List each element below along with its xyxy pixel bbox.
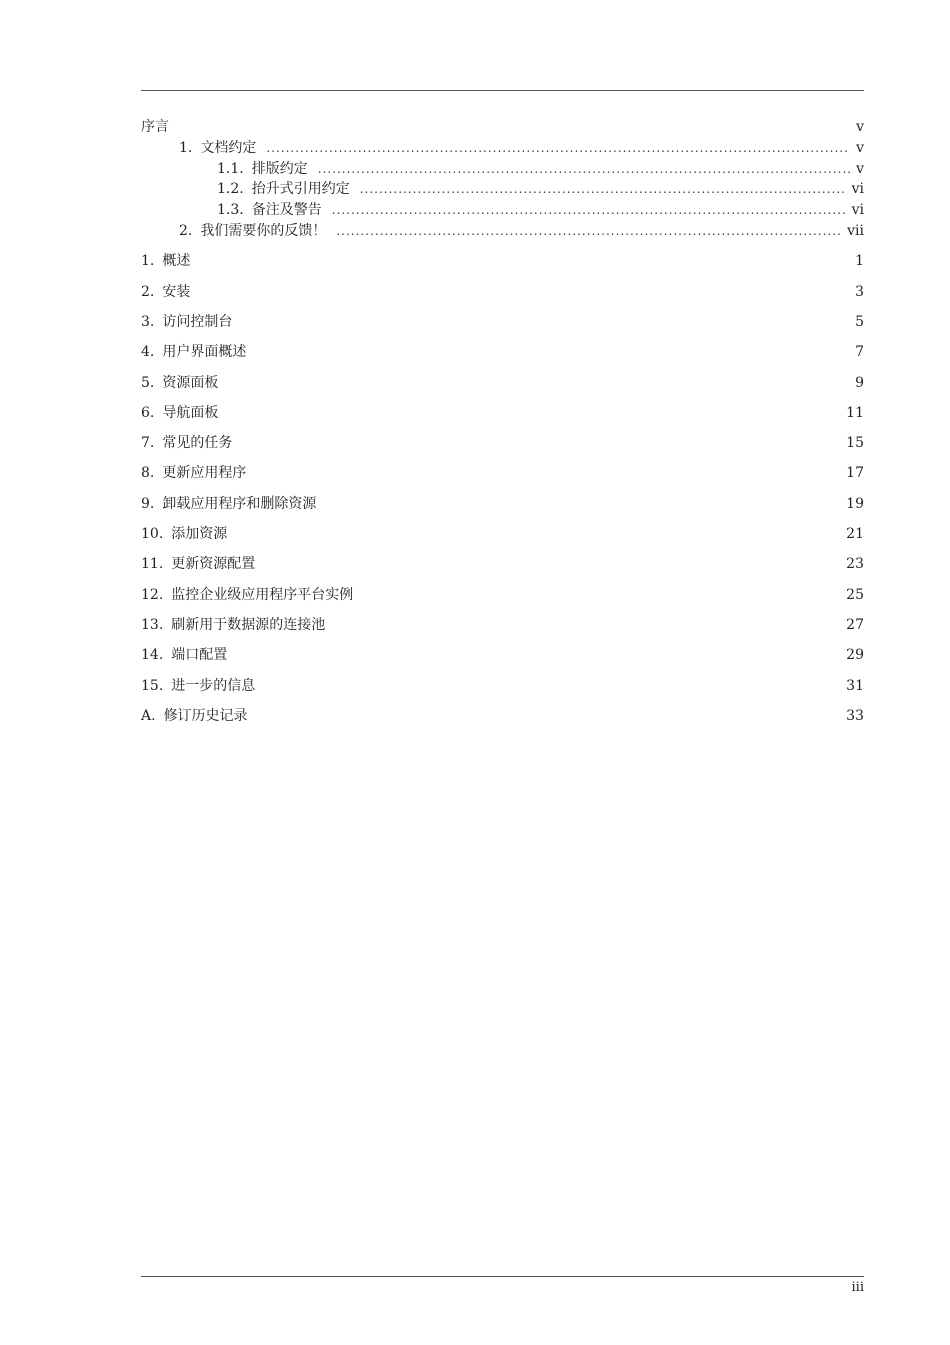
- footer-page-number: iii: [851, 1280, 864, 1295]
- toc-entry-number: 4.: [141, 344, 155, 360]
- toc-entry-title: 刷新用于数据源的连接池: [171, 617, 326, 633]
- toc-entry-number: 9.: [141, 496, 155, 512]
- toc-entry-number: 8.: [141, 465, 155, 481]
- toc-entry-page: 1: [855, 253, 864, 269]
- toc-entry-page: 21: [846, 526, 864, 542]
- toc-entry-number: 1.2.: [217, 181, 244, 197]
- toc-entry-title: 安装: [162, 284, 191, 300]
- toc-entry-page: 31: [846, 678, 864, 694]
- footer-rule: [141, 1276, 864, 1277]
- toc-chapter[interactable]: [141, 616, 864, 634]
- toc-entry-page: 5: [855, 314, 864, 330]
- toc-entry-number: 13.: [141, 617, 164, 633]
- toc-entry[interactable]: [141, 180, 864, 198]
- toc-entry-page: 27: [846, 617, 864, 633]
- toc-entry-number: 12.: [141, 587, 164, 603]
- toc-entry-title: 修订历史记录: [163, 708, 248, 724]
- toc-entry-number: 1.: [179, 140, 193, 156]
- toc-entry-page: 23: [846, 556, 864, 572]
- toc-entry-number: 2.: [141, 284, 155, 300]
- toc-entry-title: 抬升式引用约定: [251, 181, 350, 197]
- toc-entry-title: 卸载应用程序和删除资源: [162, 496, 317, 512]
- toc-entry-number: 1.3.: [217, 202, 244, 218]
- toc-chapter[interactable]: [141, 677, 864, 695]
- toc-entry-number: 14.: [141, 647, 164, 663]
- toc-entry-title: 添加资源: [171, 526, 228, 542]
- toc-entry-page: v: [856, 161, 864, 177]
- toc-entry-title: 资源面板: [162, 375, 219, 391]
- toc-entry-title: 导航面板: [162, 405, 219, 421]
- toc-entry-number: 1.: [141, 253, 155, 269]
- toc-entry-page: 19: [846, 496, 864, 512]
- toc-entry-page: 11: [846, 405, 864, 421]
- toc-entry-page: v: [856, 119, 864, 135]
- toc-chapter[interactable]: [141, 586, 864, 604]
- toc-entry-title: 概述: [162, 253, 191, 269]
- toc-entry-title: 常见的任务: [162, 435, 233, 451]
- toc-entry[interactable]: [141, 201, 864, 219]
- toc-entry-title: 更新应用程序: [162, 465, 247, 481]
- toc-appendix[interactable]: [141, 707, 864, 725]
- toc-entry-page: 7: [855, 344, 864, 360]
- toc-entry[interactable]: [141, 139, 864, 157]
- toc-chapter[interactable]: [141, 525, 864, 543]
- toc-chapter[interactable]: [141, 555, 864, 573]
- toc-entry-title: 更新资源配置: [171, 556, 256, 572]
- toc-entry-number: 10.: [141, 526, 164, 542]
- toc-entry-page: 29: [846, 647, 864, 663]
- toc-entry-title: 我们需要你的反馈！: [200, 223, 327, 239]
- toc-entry-preface[interactable]: [141, 118, 864, 136]
- toc-entry-number: 7.: [141, 435, 155, 451]
- toc-entry[interactable]: [141, 160, 864, 178]
- toc-entry-number: 2.: [179, 223, 193, 239]
- toc-chapter[interactable]: [141, 374, 864, 392]
- toc-chapter[interactable]: [141, 343, 864, 361]
- toc-entry-page: v: [856, 140, 864, 156]
- toc-entry-number: 3.: [141, 314, 155, 330]
- dot-leader: [336, 222, 841, 240]
- toc-entry-title: 备注及警告: [251, 202, 322, 218]
- toc-entry-title: 序言: [141, 119, 169, 135]
- toc-chapter[interactable]: [141, 495, 864, 513]
- toc-entry-number: 11.: [141, 556, 164, 572]
- toc-entry-number: 5.: [141, 375, 155, 391]
- toc-chapter[interactable]: [141, 646, 864, 664]
- toc-chapter[interactable]: [141, 434, 864, 452]
- toc-entry-page: 3: [855, 284, 864, 300]
- header-rule: [141, 90, 864, 91]
- dot-leader: [266, 139, 850, 157]
- toc-entry-number: 6.: [141, 405, 155, 421]
- toc-entry-title: 文档约定: [200, 140, 257, 156]
- toc-entry-page: 33: [846, 708, 864, 724]
- toc-entry-title: 用户界面概述: [162, 344, 247, 360]
- toc-entry-page: vi: [851, 202, 864, 218]
- toc-entry-title: 监控企业级应用程序平台实例: [171, 587, 354, 603]
- toc-chapter[interactable]: [141, 464, 864, 482]
- toc-chapter[interactable]: [141, 313, 864, 331]
- dot-leader: [332, 201, 846, 219]
- toc-entry[interactable]: [141, 222, 864, 240]
- toc-entry-page: vii: [847, 223, 864, 239]
- toc-entry-number: A.: [141, 708, 156, 724]
- dot-leader: [360, 180, 846, 198]
- toc-entry-title: 访问控制台: [162, 314, 233, 330]
- toc-entry-number: 15.: [141, 678, 164, 694]
- toc-chapter[interactable]: [141, 252, 864, 270]
- toc-entry-title: 进一步的信息: [171, 678, 256, 694]
- toc-entry-page: 9: [855, 375, 864, 391]
- toc-entry-page: 25: [846, 587, 864, 603]
- toc-chapter[interactable]: [141, 404, 864, 422]
- toc-entry-page: 17: [846, 465, 864, 481]
- toc-entry-page: vi: [851, 181, 864, 197]
- toc-entry-title: 排版约定: [251, 161, 308, 177]
- toc-chapter[interactable]: [141, 283, 864, 301]
- dot-leader: [318, 160, 850, 178]
- toc-entry-page: 15: [846, 435, 864, 451]
- toc-entry-number: 1.1.: [217, 161, 244, 177]
- toc-entry-title: 端口配置: [171, 647, 228, 663]
